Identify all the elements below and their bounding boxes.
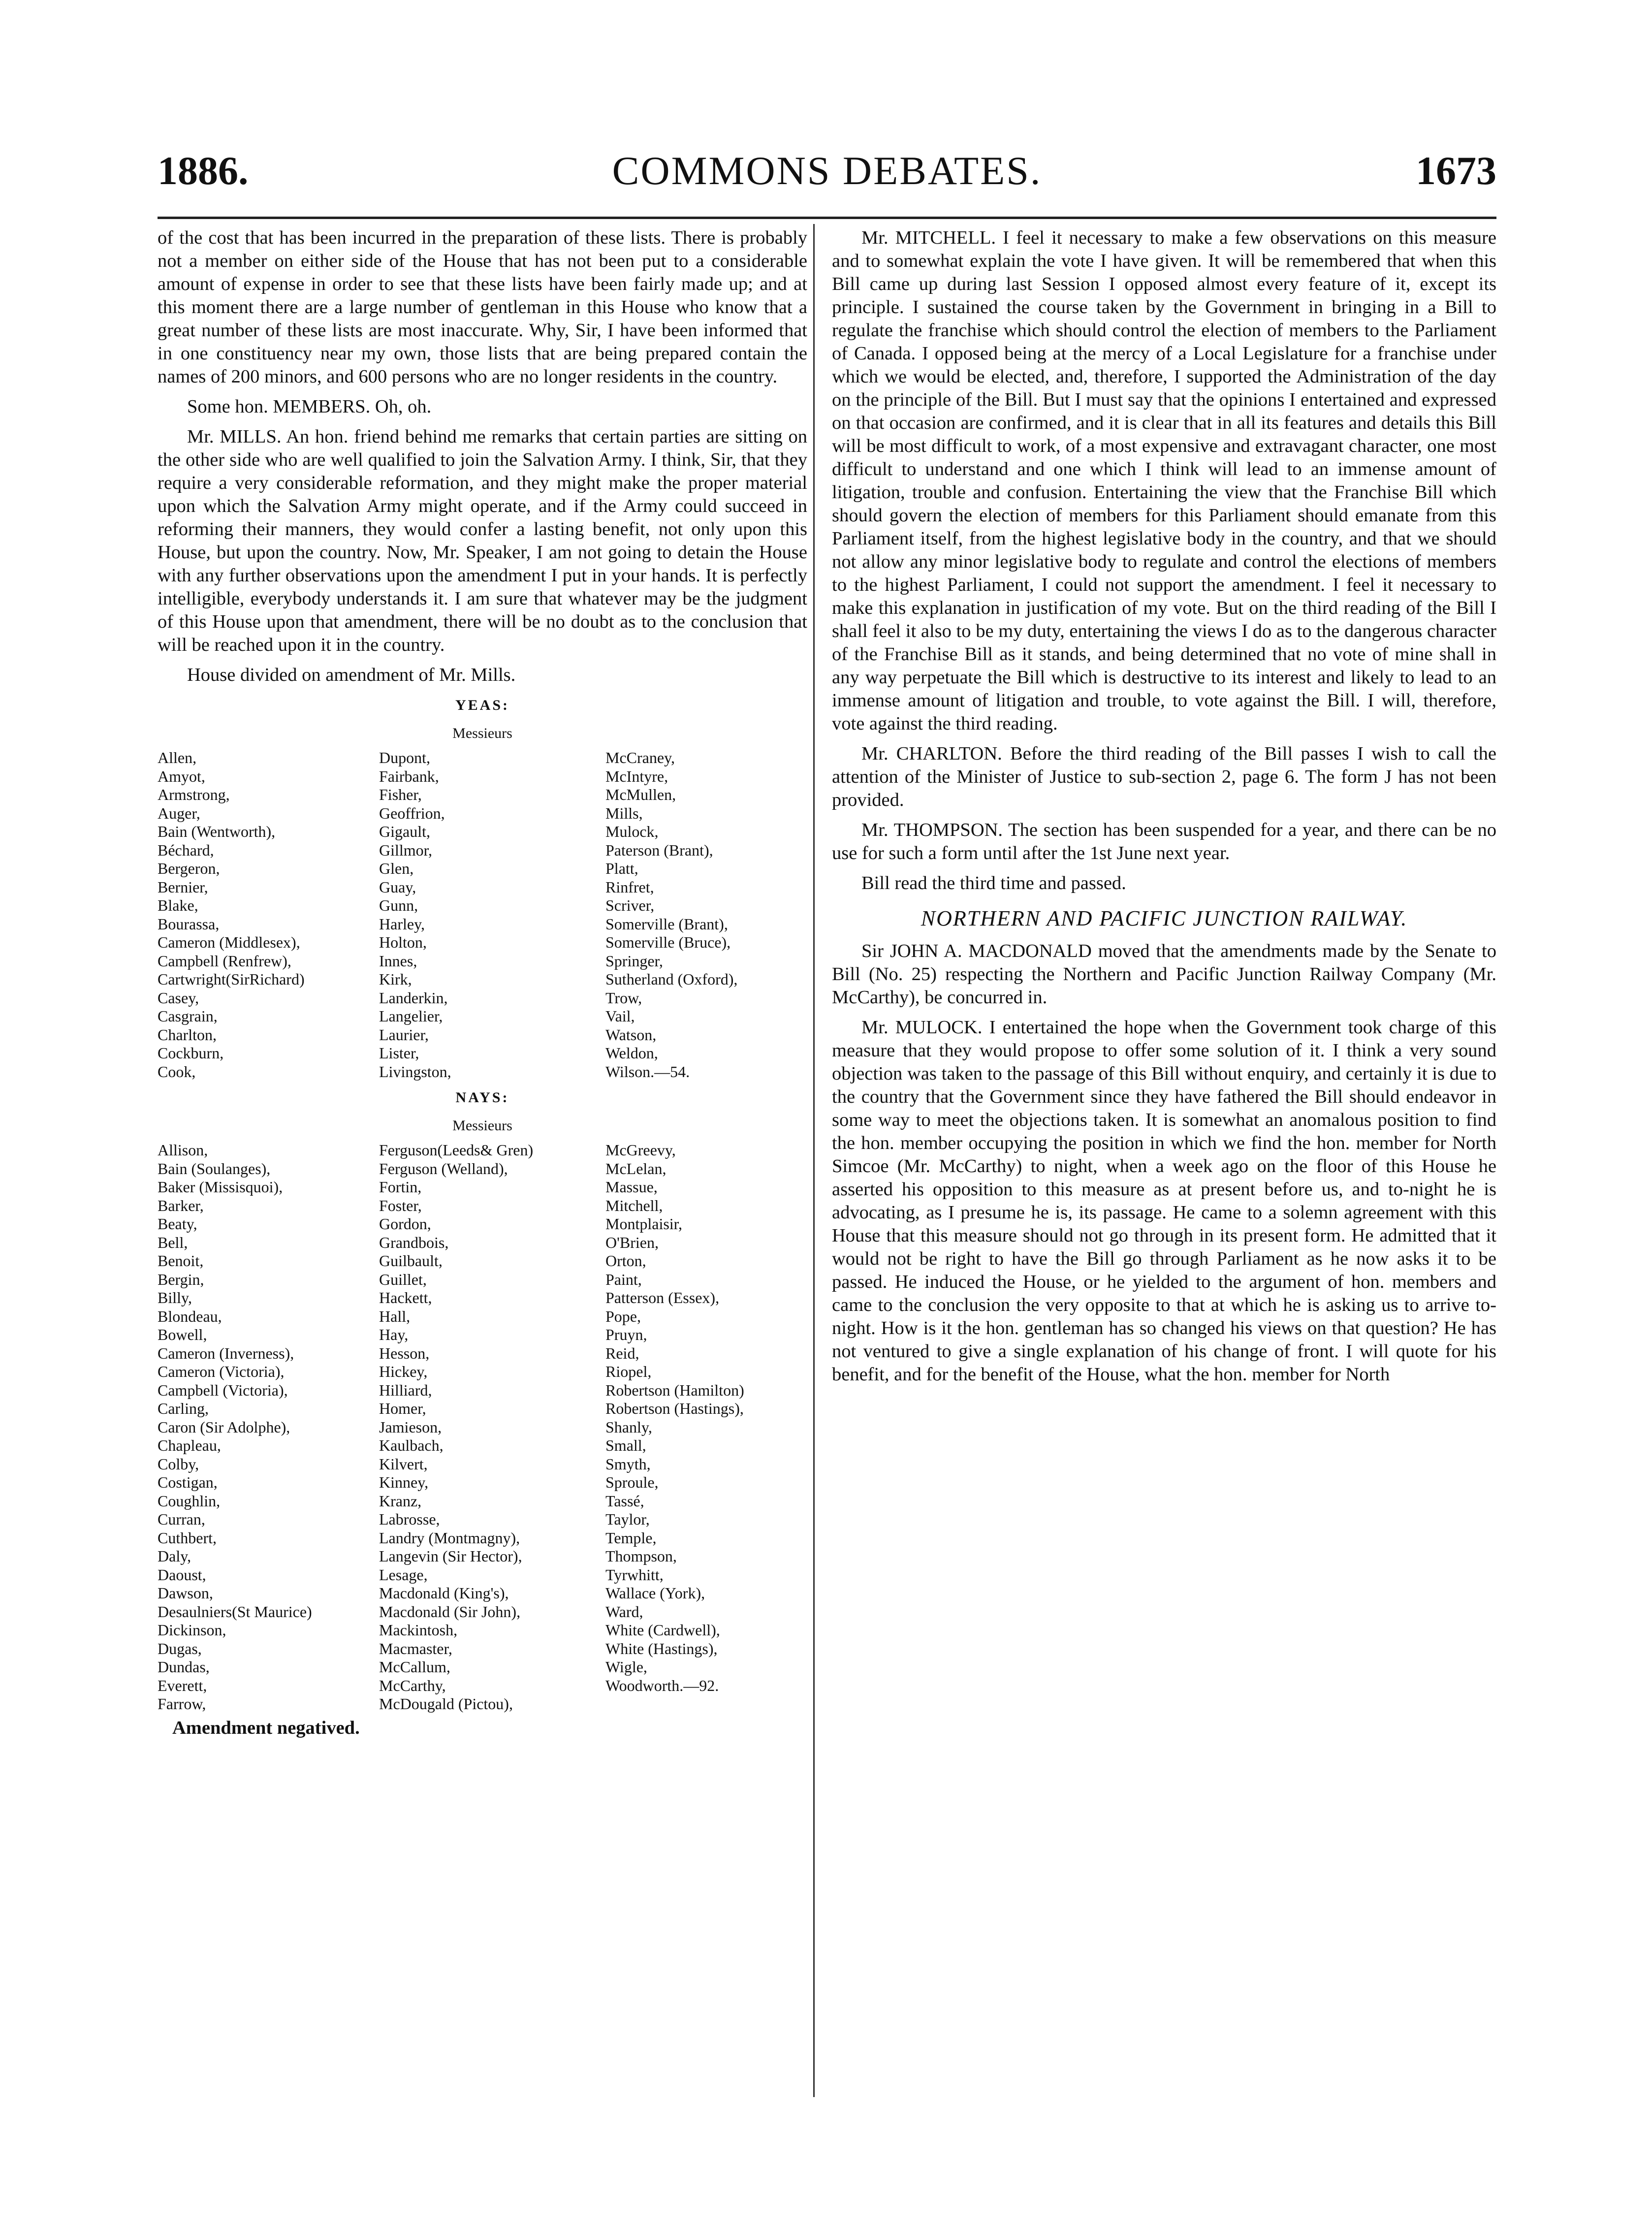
paragraph-mulock-speech: Mr. MULOCK. I entertained the hope when the Government took charge of this measure that they would propose to offer some solution of it. I think a very sound objection was taken to the passage of this Bill without enquiry, and certainly it is due to the country that the Government since they have fathered the Bill should endeavor in some way to meet the objections taken. It is somewhat an anomalous position to find the hon. member occupying the position in which we find the hon. member for North Simcoe (Mr. McCarthy) to night, when a week ago on the floor of this House he asserted his opposition to this measure as at present before us, and to-night he is advocating, as I presume he is, its passage. He came to a solemn agreement with this House that this measure should not go through in its present form. He admitted that it would not be right to have the Bill go through Parliament as he now asks it to be passed. He induced the House, or he yielded to the argument of hon. members and came to the conclusion the very opposite to that at which he is asking us to arrive to-night. How is it the hon. gentleman has so changed his views on that question? He has not ventured to give a single explanation of his change of front. I will quote for his benefit, and for the benefit of the House, what the hon. member for North — [832, 1017, 1496, 1385]
yea-name: Mulock, — [605, 823, 659, 840]
nay-name: Campbell (Victoria), — [158, 1381, 288, 1399]
nay-name: Bowell, — [158, 1326, 207, 1343]
nay-name: Dugas, — [158, 1639, 202, 1657]
yea-name: Somerville (Brant), — [605, 915, 728, 933]
nay-name: Macdonald (King's), — [379, 1584, 509, 1602]
nay-name: Hilliard, — [379, 1381, 432, 1399]
nay-name: Kranz, — [379, 1492, 422, 1510]
nay-name: Smyth, — [605, 1455, 651, 1473]
nay-name: Billy, — [158, 1289, 192, 1306]
yea-name: Casey, — [158, 988, 199, 1007]
nay-name: Allison, — [158, 1141, 208, 1159]
yea-name: Trow, — [605, 988, 642, 1007]
nay-name: Gordon, — [379, 1215, 431, 1233]
nay-name: Fortin, — [379, 1178, 422, 1196]
nay-name: Everett, — [158, 1676, 207, 1694]
nay-name: Baker (Missisquoi), — [158, 1178, 283, 1196]
nay-name: Hesson, — [379, 1344, 430, 1362]
yea-name: Amyot, — [158, 767, 205, 785]
yeas-heading: YEAS: — [455, 697, 509, 713]
nay-name: Jamieson, — [379, 1418, 442, 1436]
nay-name: Small, — [605, 1436, 646, 1454]
yea-name: Landerkin, — [379, 988, 448, 1007]
yea-name: Bergeron, — [158, 860, 220, 877]
nay-name: Daly, — [158, 1547, 191, 1565]
nay-name: Langevin (Sir Hector), — [379, 1547, 522, 1565]
yea-name: Blake, — [158, 896, 198, 914]
nay-name: Curran, — [158, 1510, 205, 1528]
nay-name: Guillet, — [379, 1270, 427, 1288]
yea-name: Guay, — [379, 878, 416, 896]
section-title-railway: NORTHERN AND PACIFIC JUNCTION RAILWAY. — [921, 906, 1408, 930]
nay-name: Macmaster, — [379, 1639, 452, 1657]
nay-name: Daoust, — [158, 1565, 206, 1584]
nay-name: Dundas, — [158, 1658, 210, 1676]
nay-name: McCallum, — [379, 1658, 450, 1676]
yea-name: Mills, — [605, 804, 643, 822]
yea-name: Auger, — [158, 804, 200, 822]
nay-name: Labrosse, — [379, 1510, 440, 1528]
paragraph-mitchell-speech: Mr. MITCHELL. I feel it necessary to make a few observations on this measure and to somewhat explain the vote I have given. It will be remembered that when this Bill came up during last Session I opposed almost every feature of it, except its principle. I sustained the course taken by the Government in bringing in a Bill to regulate the franchise which should control the election of members to the Parliament of Canada. I opposed being at the mercy of a Local Legislature for a franchise under which we would be elected, and, therefore, I supported the Administration of the day on the principle of the Bill. But I must say that the opinions I entertained and expressed on that occasion are confirmed, and it is clear that in all its features and details this Bill will be most difficult to work, of a most expensive and extravagant character, one most difficult to understand and one which I think will lead to an immense amount of litigation, trouble and confusion. Entertaining the view that the Franchise Bill which should govern the election of members for this Parliament should emanate from this Parliament itself, from the highest legislative body in the country, and that we should not allow any minor legislative body to regulate and control the elections of members to the highest Parliament, I could not support the amendment. I feel it necessary to make this explanation in justification of my vote. But on the third reading of the Bill I shall feel it also to be my duty, entertaining the views I do as to the dangerous character of the Franchise Bill as it stands, and being determined that no vote of mine shall in any way perpetuate the Bill which is destructive to its interest and likely to lead to an immense amount of litigation and trouble, to vote against the Bill. I will, therefore, vote against the third reading. — [832, 227, 1496, 734]
nay-name — [605, 1695, 807, 1714]
nay-name: Barker, — [158, 1196, 204, 1214]
nay-name: Benoit, — [158, 1252, 204, 1270]
yea-name: Kirk, — [379, 970, 412, 988]
yea-name: Lister, — [379, 1044, 419, 1062]
nay-name: McGreevy, — [605, 1141, 676, 1159]
yea-name: Platt, — [605, 860, 638, 877]
header-year: 1886. — [158, 148, 249, 193]
paragraph-thompson-speech: Mr. THOMPSON. The section has been suspended for a year, and there can be no use for such a form until after the 1st June next year. — [832, 820, 1496, 863]
yea-name: Vail, — [605, 1007, 635, 1025]
nay-name: Pruyn, — [605, 1326, 647, 1343]
nay-name: Cameron (Inverness), — [158, 1344, 294, 1362]
nay-name: Patterson (Essex), — [605, 1289, 720, 1306]
yea-name: Campbell (Renfrew), — [158, 952, 291, 970]
yea-name: Paterson (Brant), — [605, 841, 713, 859]
nays-heading: NAYS: — [455, 1089, 509, 1106]
paragraph-members-interjection: Some hon. MEMBERS. Oh, oh. — [187, 396, 432, 417]
paragraph-mills-speech: Mr. MILLS. An hon. friend behind me remarks that certain parties are sitting on the other side who are well qualified to join the Salvation Army. I think, Sir, that they require a very considerable reformation, and they might make the proper material upon which the Salvation Army might operate, and if the Army could succeed in reforming their manners, they would confer a lasting benefit, not only upon this House, but upon the country. Now, Mr. Speaker, I am not going to detain the House with any further observations upon the amendment I put in your hands. It is perfectly intelligible, everybody understands it. I am sure that whatever may be the judgment of this House upon that amendment, there will be no doubt as to the conclusion that will be reached upon it in the country. — [158, 426, 807, 655]
paragraph-macdonald-motion: Sir JOHN A. MACDONALD moved that the amendments made by the Senate to Bill (No. 25) respecting the Northern and Pacific Junction Railway Company (Mr. McCarthy), be concurred in. — [832, 941, 1496, 1008]
paragraph-charlton-speech: Mr. CHARLTON. Before the third reading of the Bill passes I wish to call the attention of the Minister of Justice to sub-section 2, page 6. The form J has not been provided. — [832, 743, 1496, 810]
page-header — [158, 138, 1496, 212]
nay-name: Costigan, — [158, 1473, 218, 1491]
nay-name: Homer, — [379, 1400, 426, 1417]
yea-name: Gunn, — [379, 896, 418, 914]
nay-name: Cameron (Victoria), — [158, 1363, 285, 1380]
nay-name: Wallace (York), — [605, 1584, 705, 1602]
yea-name: Scriver, — [605, 896, 655, 914]
yea-name: Fisher, — [379, 786, 422, 803]
nay-name: Grandbois, — [379, 1233, 449, 1251]
yea-name: Bernier, — [158, 878, 208, 896]
yea-name: Laurier, — [379, 1025, 429, 1044]
yea-name: Geoffrion, — [379, 804, 445, 822]
nay-name: Colby, — [158, 1455, 199, 1473]
yea-name: McIntyre, — [605, 767, 668, 785]
nay-name: Massue, — [605, 1178, 658, 1196]
yea-name: Watson, — [605, 1025, 657, 1044]
nay-name: Foster, — [379, 1196, 422, 1214]
nay-name: Desaulniers(St Maurice) — [158, 1602, 312, 1621]
nay-name: O'Brien, — [605, 1233, 659, 1251]
nay-name: Sproule, — [605, 1473, 659, 1491]
yea-name: Harley, — [379, 915, 425, 933]
paragraph-bill-passed: Bill read the third time and passed. — [861, 873, 1126, 893]
nay-name: Kinney, — [379, 1473, 429, 1491]
nay-name: Cuthbert, — [158, 1528, 217, 1547]
yea-name: Weldon, — [605, 1044, 658, 1062]
nay-name: Landry (Montmagny), — [379, 1528, 520, 1547]
nay-name: Blondeau, — [158, 1307, 222, 1325]
yea-name: Wilson.—54. — [605, 1062, 690, 1081]
nay-name: McCarthy, — [379, 1676, 446, 1694]
nay-name: Tyrwhitt, — [605, 1565, 664, 1584]
nay-name: Bergin, — [158, 1270, 204, 1288]
nay-name: Robertson (Hamilton) — [605, 1381, 744, 1399]
yea-name: Gigault, — [379, 823, 430, 840]
yea-name: Livingston, — [379, 1062, 451, 1081]
nay-name: Bain (Soulanges), — [158, 1159, 271, 1178]
paragraph-house-divided: House divided on amendment of Mr. Mills. — [187, 665, 516, 685]
yea-name: Gillmor, — [379, 841, 433, 859]
nay-name: Chapleau, — [158, 1436, 221, 1454]
right-column — [832, 226, 1496, 1393]
yea-name: Holton, — [379, 933, 427, 951]
yea-name: Cook, — [158, 1062, 196, 1081]
yea-name: McCraney, — [605, 749, 675, 766]
nay-name: Guilbault, — [379, 1252, 443, 1270]
nay-name: Dawson, — [158, 1584, 213, 1602]
yea-name: Bain (Wentworth), — [158, 823, 276, 840]
yea-name: Somerville (Bruce), — [605, 933, 731, 951]
nay-name: Dickinson, — [158, 1621, 226, 1639]
messieurs-label-yeas: Messieurs — [452, 725, 512, 741]
yea-name: Cockburn, — [158, 1044, 224, 1062]
nay-name: Ferguson (Welland), — [379, 1159, 508, 1178]
yea-name: Béchard, — [158, 841, 214, 859]
yea-name: Innes, — [379, 952, 417, 970]
nay-name: Wigle, — [605, 1658, 647, 1676]
nay-name: Carling, — [158, 1400, 209, 1417]
yea-name: Cartwright(SirRichard) — [158, 970, 305, 988]
nay-name: Mackintosh, — [379, 1621, 458, 1639]
yea-name: Dupont, — [379, 749, 430, 766]
yea-name: Glen, — [379, 860, 414, 877]
nay-name: Robertson (Hastings), — [605, 1400, 744, 1417]
nay-name: Thompson, — [605, 1547, 677, 1565]
header-title: COMMONS DEBATES. — [612, 148, 1042, 193]
nay-name: Paint, — [605, 1270, 642, 1288]
nay-name: White (Cardwell), — [605, 1621, 720, 1639]
nay-name: Pope, — [605, 1307, 641, 1325]
nay-name: Kilvert, — [379, 1455, 428, 1473]
nay-name: White (Hastings), — [605, 1639, 718, 1657]
nay-name: Orton, — [605, 1252, 646, 1270]
nay-name: Caron (Sir Adolphe), — [158, 1418, 290, 1436]
amendment-result: Amendment negatived. — [172, 1717, 360, 1738]
nay-name: Riopel, — [605, 1363, 652, 1380]
nay-name: Coughlin, — [158, 1492, 221, 1510]
yeas-name-list — [158, 749, 807, 1081]
yea-name: Springer, — [605, 952, 663, 970]
nay-name: Reid, — [605, 1344, 639, 1362]
nay-name: Hackett, — [379, 1289, 432, 1306]
nay-name: Taylor, — [605, 1510, 650, 1528]
yea-name: Cameron (Middlesex), — [158, 933, 300, 951]
yea-name: Armstrong, — [158, 786, 230, 803]
yea-name: Charlton, — [158, 1025, 217, 1044]
column-divider — [813, 224, 815, 2097]
yea-name: Langelier, — [379, 1007, 443, 1025]
nay-name: McDougald (Pictou), — [379, 1695, 513, 1713]
yea-name: Allen, — [158, 749, 197, 766]
yea-name: Casgrain, — [158, 1007, 218, 1025]
nay-name: Hay, — [379, 1326, 409, 1343]
yea-name: Sutherland (Oxford), — [605, 970, 738, 988]
nay-name: McLelan, — [605, 1159, 667, 1178]
nay-name: Macdonald (Sir John), — [379, 1602, 521, 1621]
nay-name: Tassé, — [605, 1492, 644, 1510]
nay-name: Shanly, — [605, 1418, 652, 1436]
yea-name: Fairbank, — [379, 767, 439, 785]
nays-name-list — [158, 1141, 807, 1714]
header-rule — [158, 217, 1496, 219]
nay-name: Farrow, — [158, 1695, 206, 1713]
nay-name: Ward, — [605, 1602, 643, 1621]
nay-name: Beaty, — [158, 1215, 197, 1233]
nay-name: Bell, — [158, 1233, 188, 1251]
paragraph-cost-of-lists: of the cost that has been incurred in the preparation of these lists. There is probably not a member on either side of the House that has not been put to a considerable amount of expense in order to see that these lists have been fairly made up; and at this moment there are a large number of gentleman in this House who know that a great number of these lists are most inaccurate. Why, Sir, I have been informed that in one constituency near my own, those lists that are being prepared contain the names of 200 minors, and 600 persons who are no longer residents in the country. — [158, 227, 807, 387]
yea-name: Rinfret, — [605, 878, 654, 896]
nay-name: Mitchell, — [605, 1196, 663, 1214]
header-page-number: 1673 — [1416, 148, 1496, 193]
nay-name: Ferguson(Leeds& Gren) — [379, 1141, 534, 1159]
nay-name: Lesage, — [379, 1565, 428, 1584]
nay-name: Hickey, — [379, 1363, 428, 1380]
nay-name: Temple, — [605, 1528, 657, 1547]
nay-name: Montplaisir, — [605, 1215, 683, 1233]
nay-name: Woodworth.—92. — [605, 1676, 719, 1694]
nay-name: Kaulbach, — [379, 1436, 444, 1454]
left-column — [158, 226, 807, 1747]
nay-name: Hall, — [379, 1307, 411, 1325]
yea-name: Bourassa, — [158, 915, 220, 933]
yea-name: McMullen, — [605, 786, 676, 803]
messieurs-label-nays: Messieurs — [452, 1117, 512, 1134]
